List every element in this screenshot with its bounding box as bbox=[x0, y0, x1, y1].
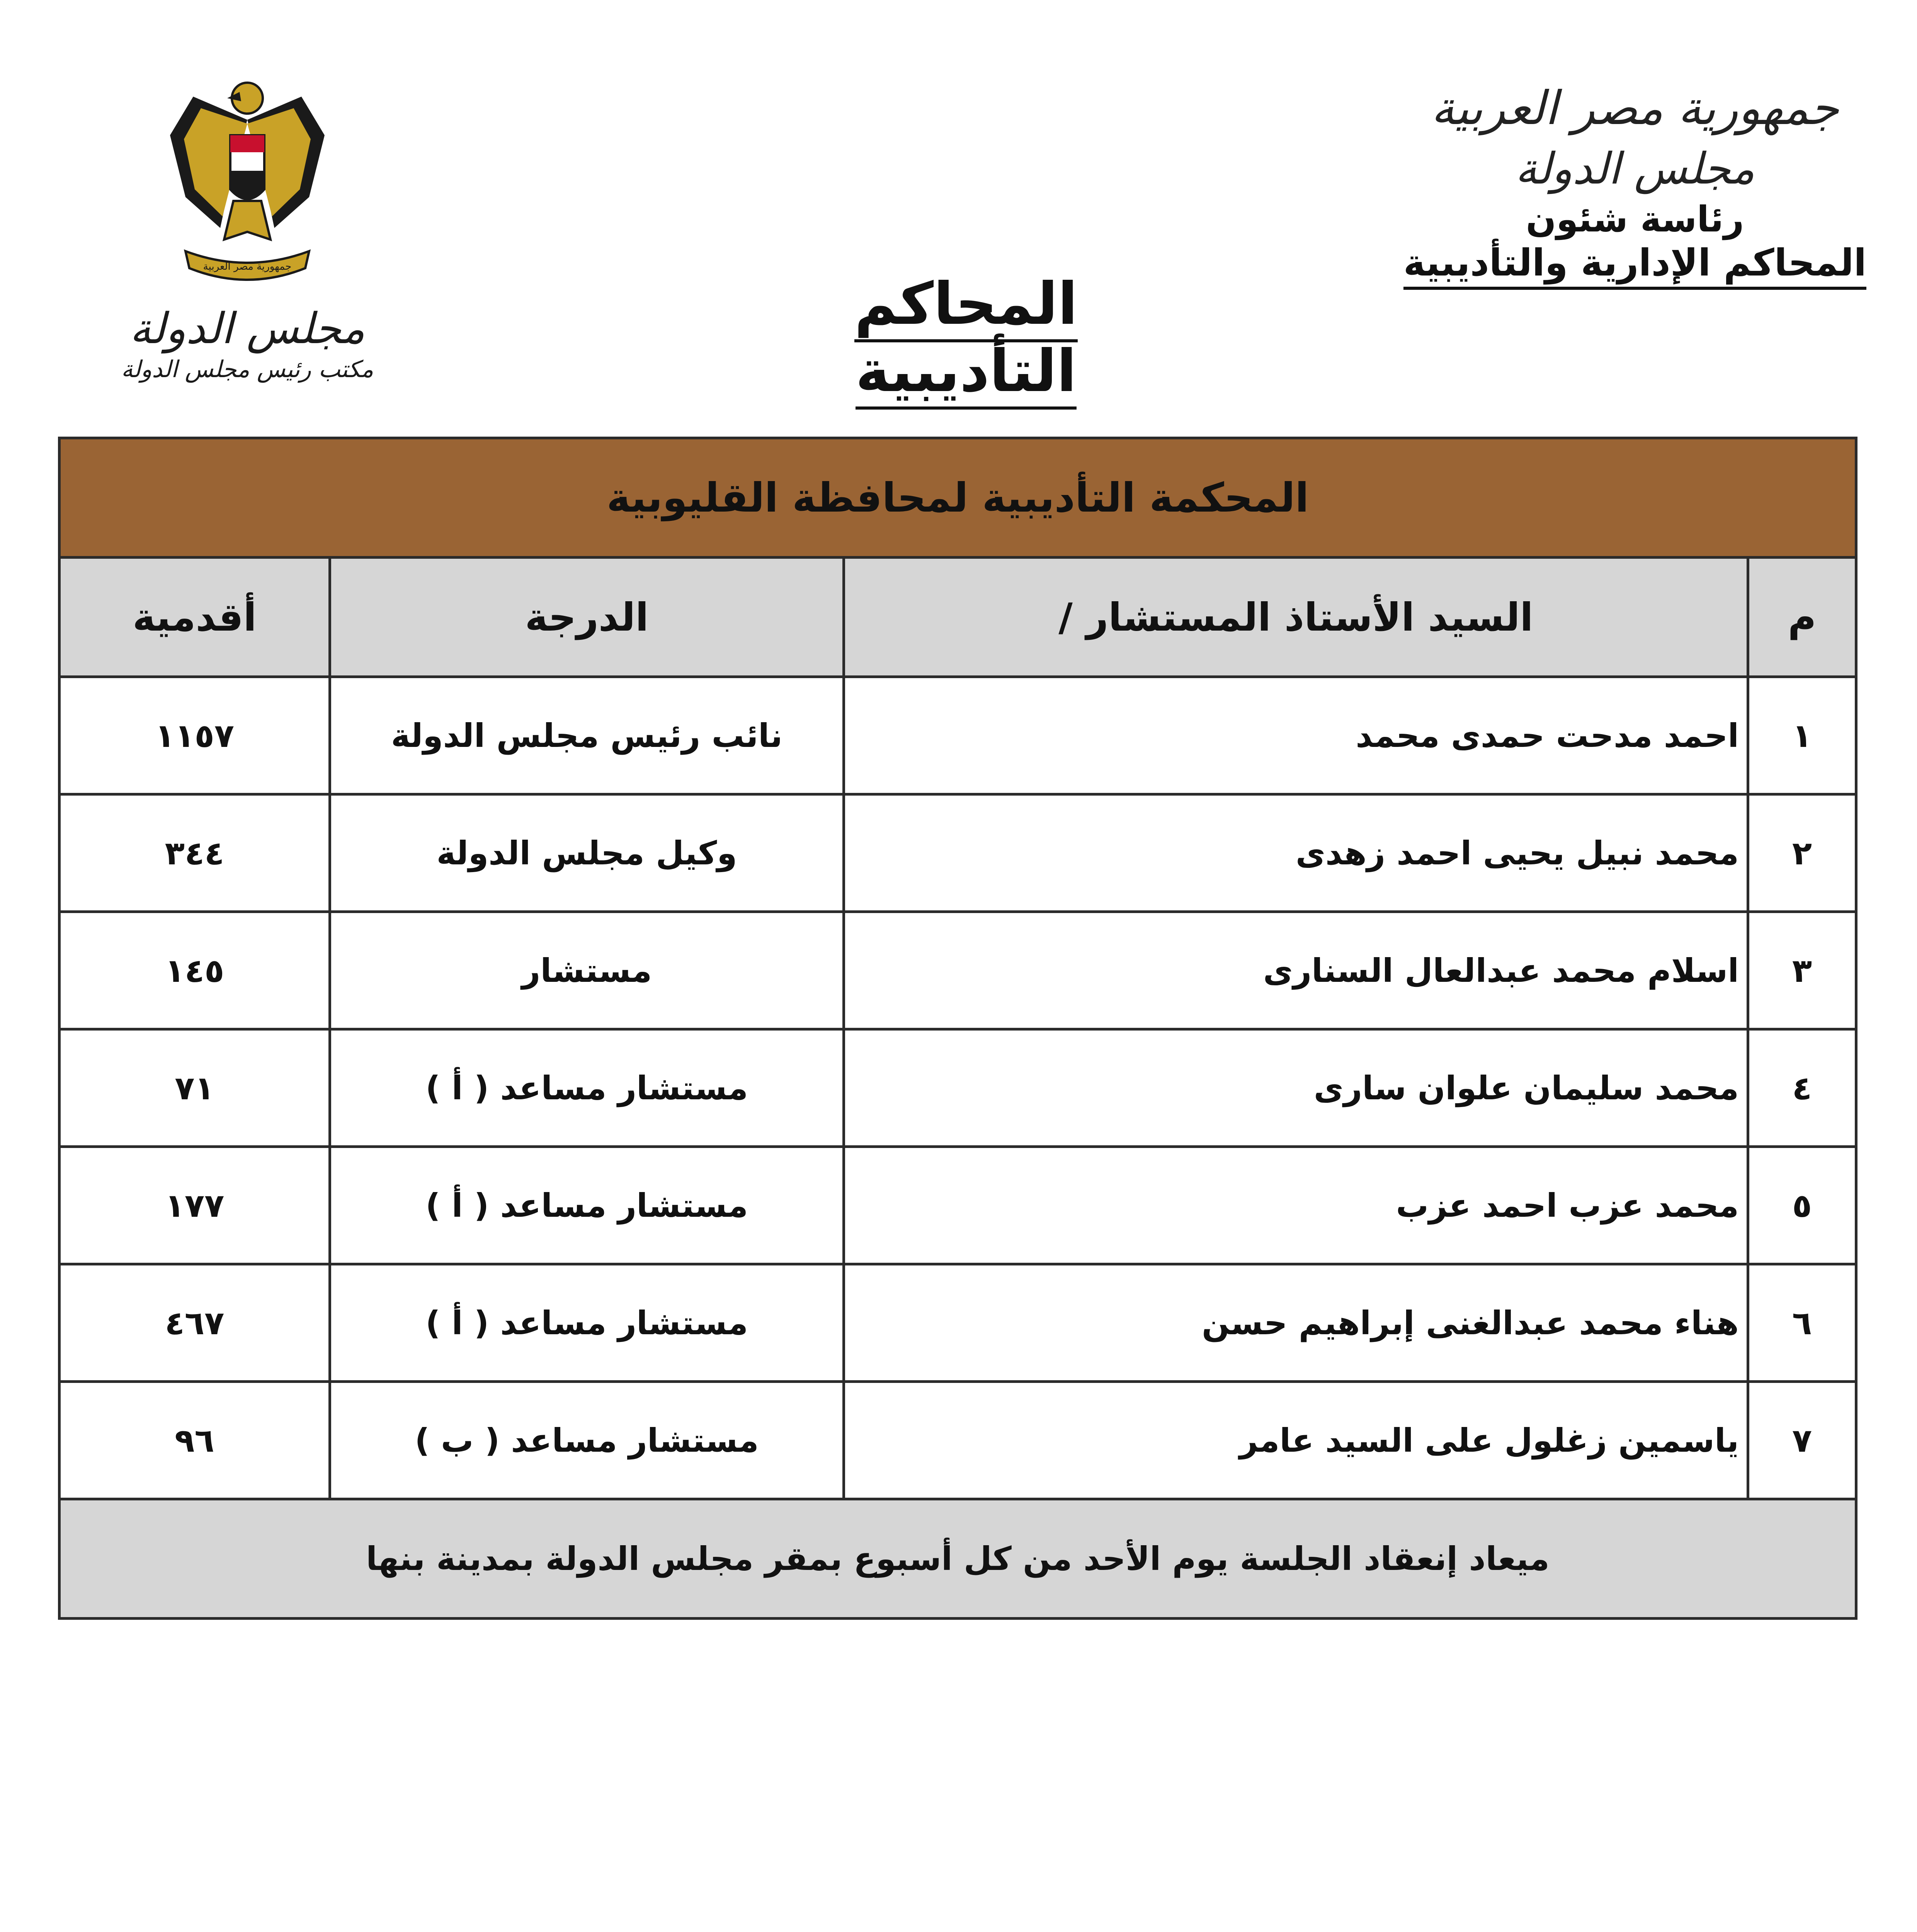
council-logo bbox=[97, 66, 398, 383]
counselor-seniority: ١٧٧ bbox=[60, 1147, 330, 1264]
session-note-row bbox=[60, 1499, 1856, 1619]
table-header-row bbox=[60, 558, 1856, 677]
counselor-grade: مستشار bbox=[330, 912, 844, 1029]
counselor-grade: نائب رئيس مجلس الدولة bbox=[330, 677, 844, 794]
counselor-grade: مستشار مساعد ( أ ) bbox=[330, 1029, 844, 1147]
emblem-caption: جمهورية مصر العربية bbox=[203, 261, 292, 272]
counselor-grade: مستشار مساعد ( ب ) bbox=[330, 1382, 844, 1499]
counselor-grade: مستشار مساعد ( أ ) bbox=[330, 1147, 844, 1264]
office-line-2: المحاكم الإدارية والتأديبية bbox=[1403, 241, 1866, 290]
counselor-name: هناء محمد عبدالغنى إبراهيم حسن bbox=[844, 1264, 1748, 1382]
counselor-name: محمد نبيل يحيى احمد زهدى bbox=[844, 794, 1748, 912]
table-row bbox=[60, 1382, 1856, 1499]
counselor-seniority: ٤٦٧ bbox=[60, 1264, 330, 1382]
office-line-1: رئاسة شئون bbox=[1526, 199, 1744, 240]
col-header-grade: الدرجة bbox=[330, 558, 844, 677]
row-number: ٥ bbox=[1748, 1147, 1856, 1264]
court-name-row bbox=[60, 438, 1856, 558]
table-row bbox=[60, 1029, 1856, 1147]
court-table bbox=[58, 437, 1857, 1620]
counselor-name: احمد مدحت حمدى محمد bbox=[844, 677, 1748, 794]
table-row bbox=[60, 677, 1856, 794]
page-title-text: المحاكم التأديبية bbox=[854, 270, 1078, 410]
logo-title: مجلس الدولة bbox=[129, 304, 365, 353]
counselor-name: اسلام محمد عبدالعال السنارى bbox=[844, 912, 1748, 1029]
counselor-seniority: ١٤٥ bbox=[60, 912, 330, 1029]
row-number: ٣ bbox=[1748, 912, 1856, 1029]
session-note: ميعاد إنعقاد الجلسة يوم الأحد من كل أسبوع بمقر مجلس الدولة بمدينة بنها bbox=[60, 1499, 1856, 1619]
counselor-grade: مستشار مساعد ( أ ) bbox=[330, 1264, 844, 1382]
counselor-seniority: ١١٥٧ bbox=[60, 677, 330, 794]
office-header bbox=[1403, 77, 1867, 290]
row-number: ٢ bbox=[1748, 794, 1856, 912]
counselor-grade: وكيل مجلس الدولة bbox=[330, 794, 844, 912]
table-row bbox=[60, 1147, 1856, 1264]
council-heading: مجلس الدولة bbox=[1515, 144, 1755, 194]
page-title bbox=[734, 270, 1198, 405]
table-row bbox=[60, 912, 1856, 1029]
row-number: ١ bbox=[1748, 677, 1856, 794]
table-row bbox=[60, 1264, 1856, 1382]
counselor-seniority: ٩٦ bbox=[60, 1382, 330, 1499]
counselor-name: محمد سليمان علوان سارى bbox=[844, 1029, 1748, 1147]
counselor-seniority: ٣٤٤ bbox=[60, 794, 330, 912]
counselor-name: محمد عزب احمد عزب bbox=[844, 1147, 1748, 1264]
row-number: ٦ bbox=[1748, 1264, 1856, 1382]
row-number: ٧ bbox=[1748, 1382, 1856, 1499]
col-header-name: السيد الأستاذ المستشار / bbox=[844, 558, 1748, 677]
col-header-num: م bbox=[1748, 558, 1856, 677]
table-row bbox=[60, 794, 1856, 912]
eagle-emblem-icon bbox=[147, 66, 348, 298]
counselor-seniority: ٧١ bbox=[60, 1029, 330, 1147]
col-header-seniority: أقدمية bbox=[60, 558, 330, 677]
row-number: ٤ bbox=[1748, 1029, 1856, 1147]
republic-heading: جمهورية مصر العربية bbox=[1431, 82, 1839, 135]
court-name: المحكمة التأديبية لمحافظة القليوبية bbox=[60, 438, 1856, 558]
counselor-name: ياسمين زغلول على السيد عامر bbox=[844, 1382, 1748, 1499]
logo-subtitle: مكتب رئيس مجلس الدولة bbox=[121, 356, 374, 383]
